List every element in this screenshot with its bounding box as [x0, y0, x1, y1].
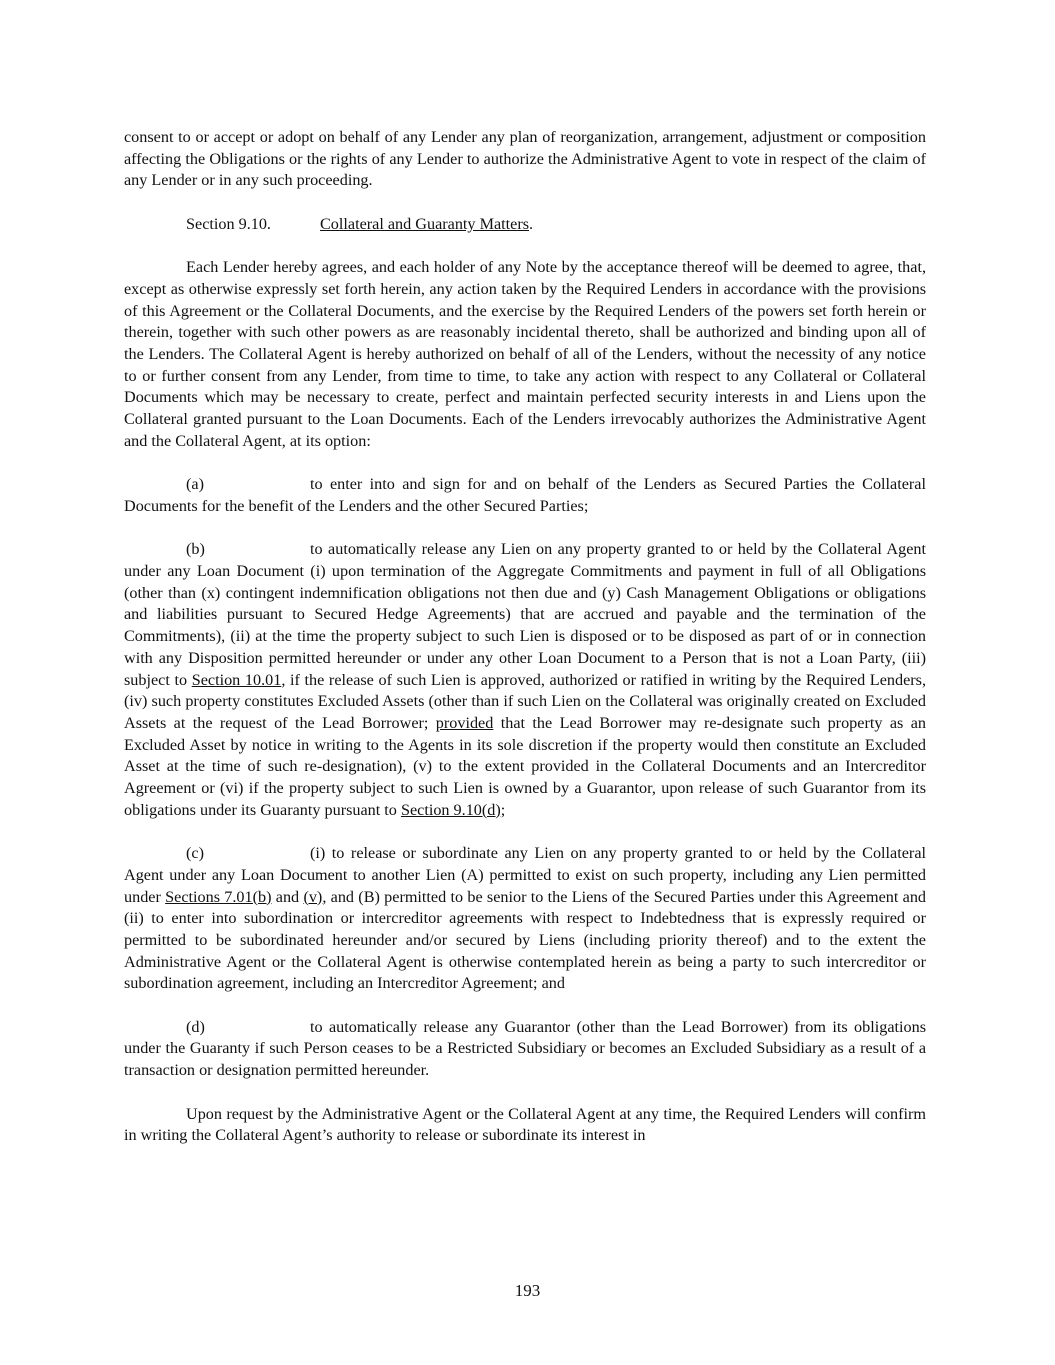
clause-b-ref-section-9-10-d: Section 9.10(d)	[400, 800, 501, 819]
clause-b-label: (b)	[186, 540, 205, 559]
clause-b-text-3: that the Lead Borrower may re-designate such property as an Excluded Asset by notice in writing to the Agents in its sole discretion if the property would then constitute an Excluded Asset at the time of such re-designation), (v) to the extent provided in the Collateral Documents and an Intercreditor Agreement or (vi) if the property subject to such Lien is owned by a Guarantor, upon release of such Guarantor from its obligations under its Guaranty pursuant to	[124, 713, 926, 819]
paragraph-intro-continuation: consent to or accept or adopt on behalf of any Lender any plan of reorganization, arrangement, adjustment or composition affecting the Obligations or the rights of any Lender to authorize the Administrative Agent to vote in respect of the claim of any Lender or in any such proceeding.	[124, 128, 926, 190]
clause-c-text-3: , and (B) permitted to be senior to the Liens of the Secured Parties under this Agreement and (ii) to enter into subordination or intercreditor agreements with respect to Indebtedness that is expressly required or permitted to be subordinated hereunder and/or secured by Liens (including priority thereof) and to the extent the Administrative Agent or the Collateral Agent is otherwise contemplated herein as being a party to such intercreditor or subordination agreement, including an Intercreditor Agreement; and	[124, 887, 927, 993]
clause-a-label: (a)	[186, 475, 204, 494]
clause-b-ref-section-10-01: Section 10.01	[191, 670, 282, 689]
clause-c-ref-v: (v)	[303, 887, 323, 906]
document-page	[124, 127, 926, 1169]
clause-b-text-4: ;	[500, 800, 506, 819]
section-title: Collateral and Guaranty Matters	[320, 214, 530, 233]
clause-c-label: (c)	[186, 844, 204, 863]
clause-d-text: to automatically release any Guarantor (other than the Lead Borrower) from its obligations under the Guaranty if such Person ceases to be a Restricted Subsidiary or becomes an Excluded Subsidiary as a result of a transaction or designation permitted hereunder.	[124, 1017, 926, 1080]
clause-d-label: (d)	[186, 1017, 205, 1036]
clause-b-ref-provided: provided	[435, 713, 494, 732]
page-number: 193	[514, 1281, 541, 1300]
clause-c	[124, 843, 926, 995]
clause-c-ref-sections-7-01-b: Sections 7.01(b)	[165, 887, 272, 906]
clause-b-text-1: to automatically release any Lien on any property granted to or held by the Collateral Agent under any Loan Document (i) upon termination of the Aggregate Commitments and payment in full of all Obligations (other than (x) contingent indemnification obligations not then due and (y) Cash Management Obligations or obligations and liabilities pursuant to Secured Hedge Agreements) that are accrued and payable and the termination of the Commitments), (ii) at the time the property subject to such Lien is disposed or to be disposed as part of or in connection with any Disposition permitted hereunder or under any other Loan Document to a Person that is not a Loan Party, (iii) subject to	[124, 540, 926, 689]
clause-b-text-2: , if the release of such Lien is approved, authorized or ratified in writing by the Required Lenders, (iv) such property constitutes Excluded Assets (other than if such Lien on the Collateral was originally created on Excluded Assets at the request of the Lead Borrower;	[124, 670, 926, 732]
section-number: Section 9.10.	[186, 214, 271, 233]
clause-b	[124, 539, 926, 821]
clause-a-text: to enter into and sign for and on behalf of the Lenders as Secured Parties the Collateral Documents for the benefit of the Lenders and the other Secured Parties;	[124, 475, 926, 515]
clause-c-text-1: (i) to release or subordinate any Lien on any property granted to or held by the Collateral Agent under any Loan Document to another Lien (A) permitted to exist on such property, including any Lien permitted under	[124, 844, 926, 906]
section-heading	[124, 214, 926, 236]
section-title-period: .	[529, 214, 534, 233]
clause-a	[124, 474, 926, 517]
clause-c-text-2: and	[271, 887, 304, 906]
paragraph-upon-request: Upon request by the Administrative Agent or the Collateral Agent at any time, the Required Lenders will confirm in writing the Collateral Agent’s authority to release or subordinate its interest in	[124, 1104, 926, 1145]
paragraph-each-lender: Each Lender hereby agrees, and each holder of any Note by the acceptance thereof will be deemed to agree, that, except as otherwise expressly set forth herein, any action taken by the Required Lenders in accordance with the provisions of this Agreement or the Collateral Documents, and the exercise by the Required Lenders of the powers set forth herein or therein, together with such other powers as are reasonably incidental thereto, shall be authorized and binding upon all of the Lenders. The Collateral Agent is hereby authorized on behalf of all of the Lenders, without the necessity of any notice to or further consent from any Lender, from time to time, to take any action with respect to any Collateral or Collateral Documents which may be necessary to create, perfect and maintain perfected security interests in and Liens upon the Collateral granted pursuant to the Loan Documents. Each of the Lenders irrevocably authorizes the Administrative Agent and the Collateral Agent, at its option:	[124, 258, 926, 450]
clause-d	[124, 1017, 926, 1082]
